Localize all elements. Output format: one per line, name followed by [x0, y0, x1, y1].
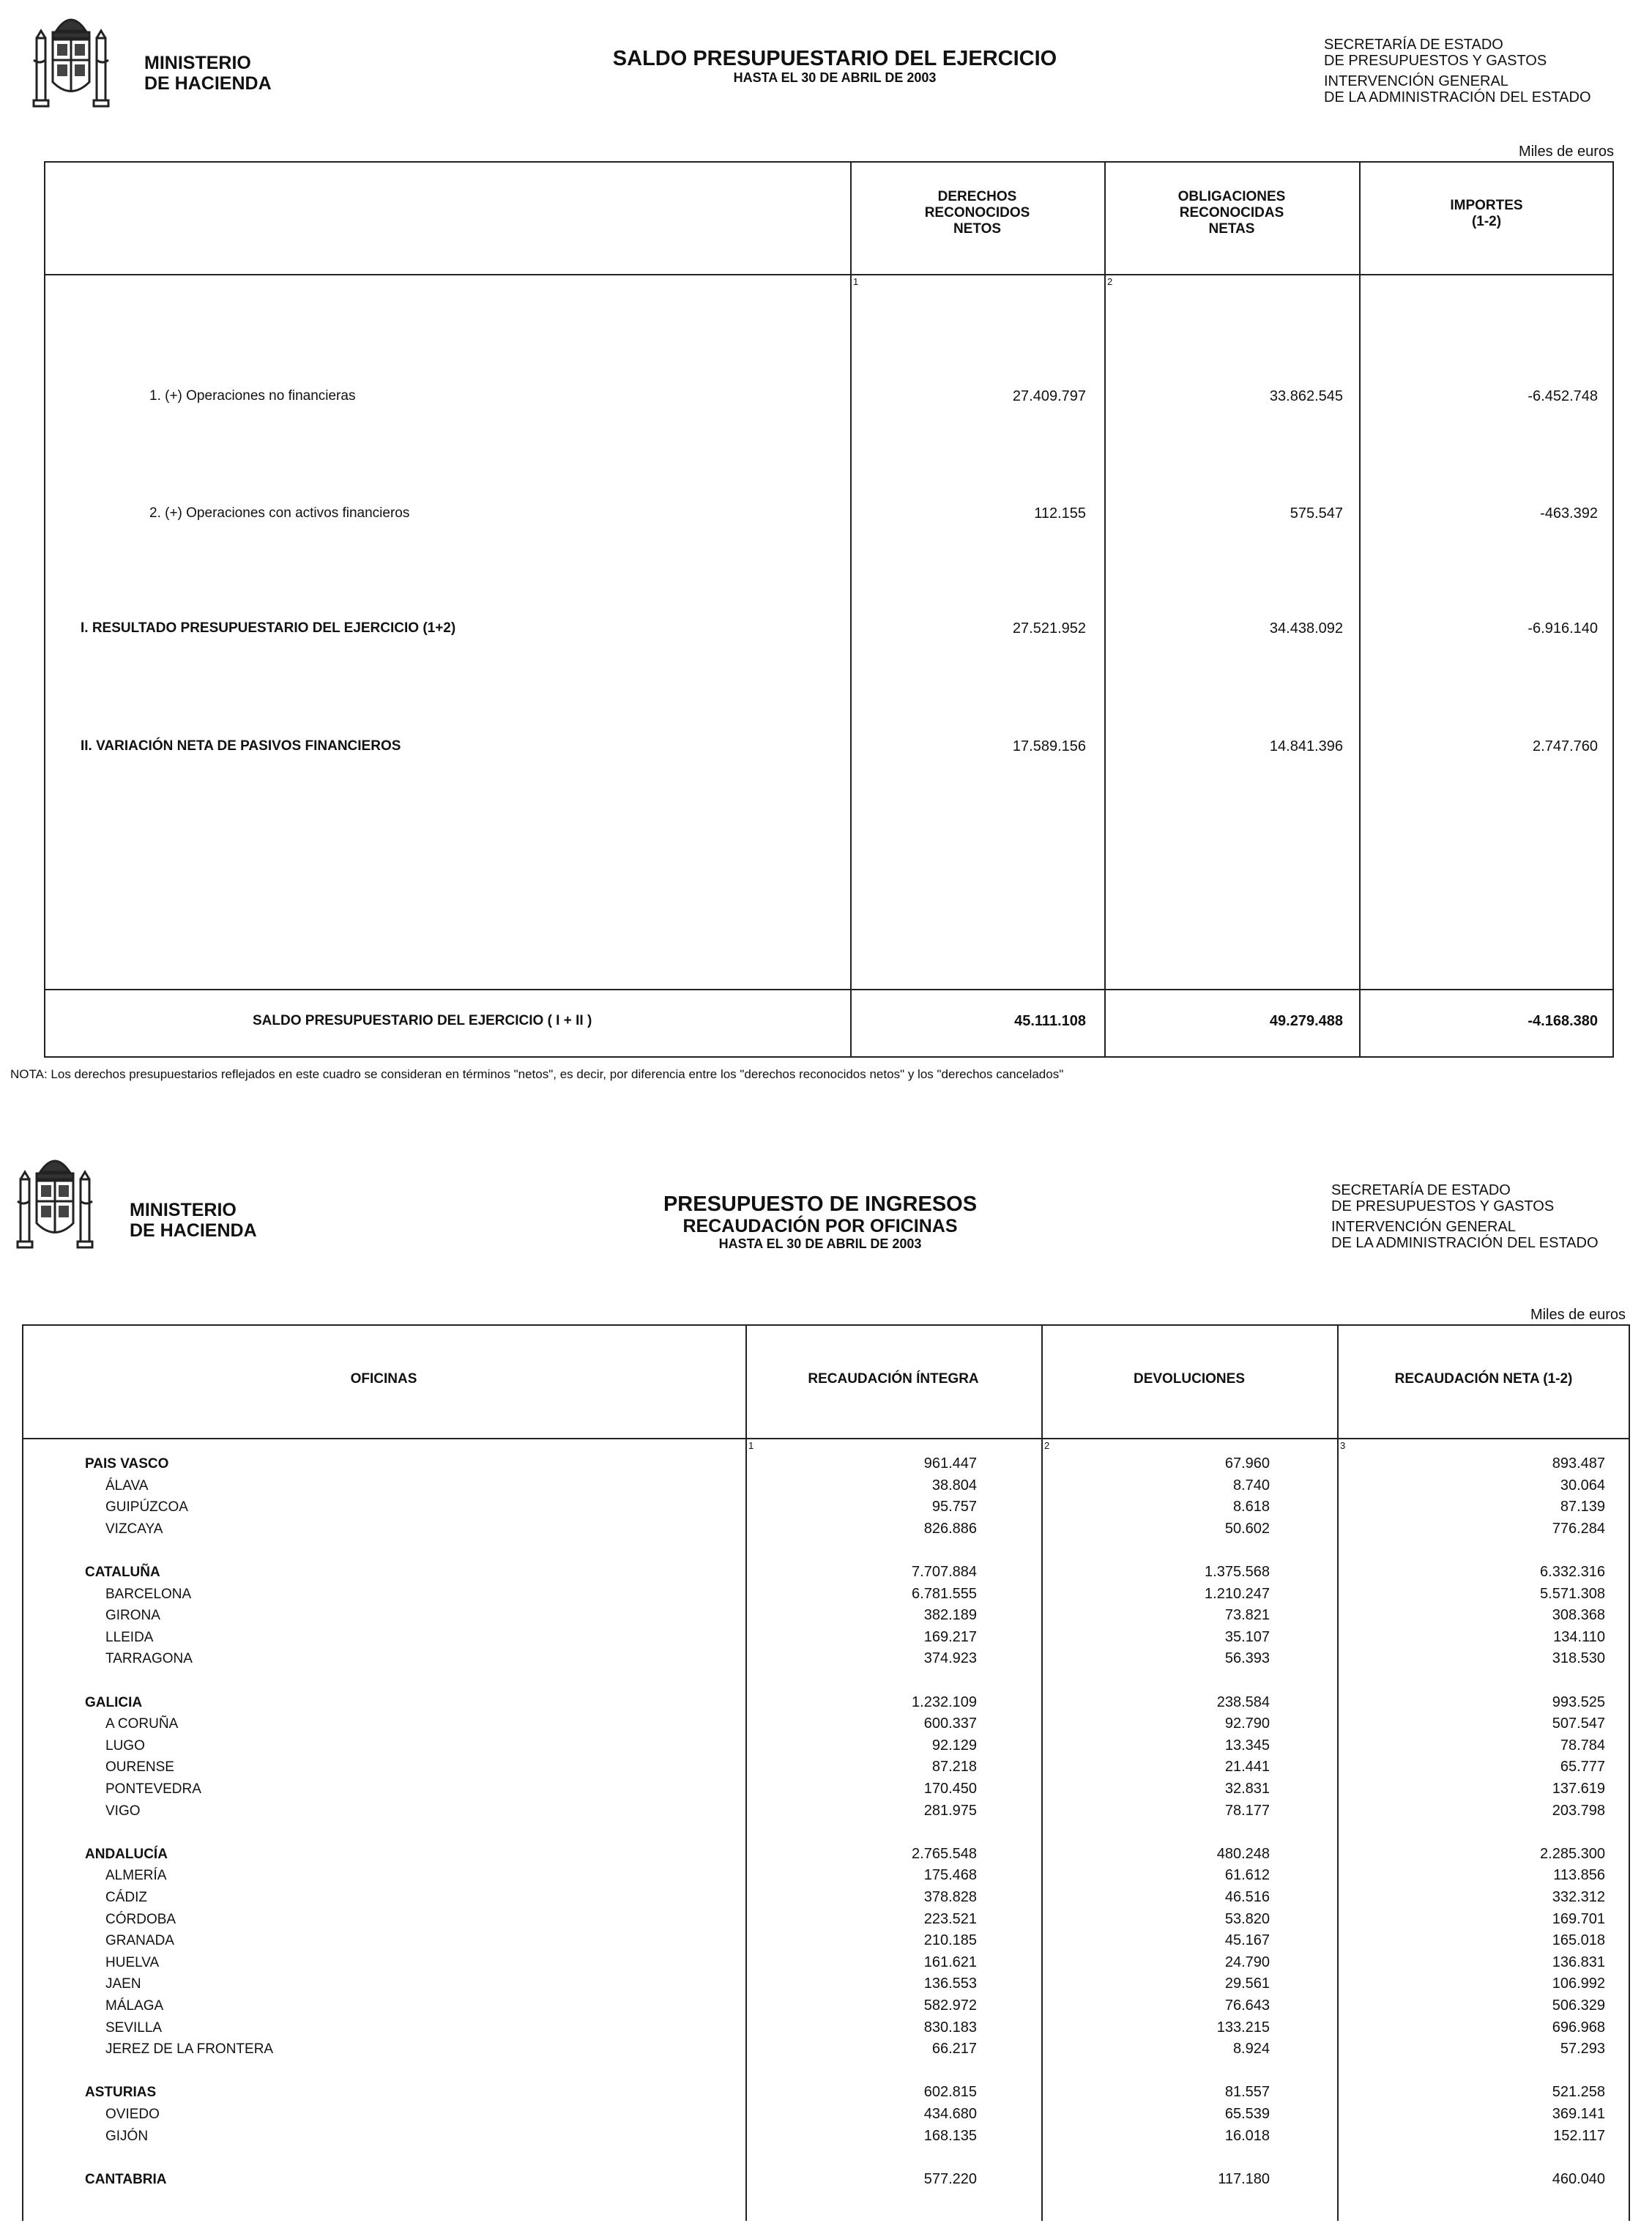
gross-value: 2.765.548	[912, 1846, 977, 1862]
net-value: 2.285.300	[1540, 1846, 1605, 1862]
office-label: GUIPÚZCOA	[105, 1499, 188, 1515]
net-value: 993.525	[1552, 1694, 1605, 1710]
net-value: 203.798	[1552, 1803, 1605, 1819]
gross-value: 434.680	[923, 2106, 977, 2122]
refund-value: 81.557	[1224, 2084, 1270, 2100]
refund-value: 117.180	[1218, 2171, 1270, 2187]
gross-value: 378.828	[923, 1889, 977, 1905]
office-label: GRANADA	[105, 1933, 174, 1948]
office-label: OURENSE	[105, 1759, 174, 1775]
office-label: VIGO	[105, 1803, 141, 1819]
net-value: 165.018	[1552, 1932, 1605, 1948]
gross-value: 961.447	[923, 1455, 977, 1472]
net-value: 113.856	[1553, 1867, 1605, 1883]
office-label: GIRONA	[105, 1608, 160, 1623]
agency-block-2: SECRETARÍA DE ESTADO DE PRESUPUESTOS Y GASTOS INTERVENCIÓN GENERAL DE LA ADMINISTRACIÓN DEL ESTADO	[1331, 1182, 1599, 1251]
net-value: 460.040	[1552, 2171, 1605, 2187]
net-value: 507.547	[1552, 1715, 1605, 1732]
net-value: 521.258	[1552, 2084, 1605, 2100]
gross-value: 95.757	[931, 1499, 977, 1515]
refund-value: 24.790	[1224, 1954, 1270, 1970]
column-header-net: RECAUDACIÓN NETA (1-2)	[1394, 1371, 1573, 1387]
gross-value: 170.450	[923, 1781, 977, 1797]
crest-logo-2	[15, 1150, 95, 1254]
refund-value: 53.820	[1224, 1911, 1270, 1927]
ministry-label-1: MINISTERIO DE HACIENDA	[144, 53, 272, 94]
office-label: PONTEVEDRA	[105, 1781, 201, 1797]
net-value: 136.831	[1552, 1954, 1605, 1970]
office-label: LLEIDA	[105, 1630, 154, 1645]
net-value: 5.571.308	[1540, 1586, 1605, 1602]
crest-logo-1	[31, 9, 111, 113]
net-value: 776.284	[1552, 1521, 1605, 1537]
net-value: 893.487	[1552, 1455, 1605, 1472]
col-number-3: 3	[1340, 1440, 1346, 1451]
office-label: TARRAGONA	[105, 1651, 193, 1666]
gross-value: 382.189	[923, 1607, 977, 1623]
office-label: CÁDIZ	[105, 1890, 147, 1905]
column-header-rights: DERECHOS RECONOCIDOS NETOS	[924, 189, 1030, 237]
gross-value: 92.129	[931, 1737, 977, 1754]
office-label: VIZCAYA	[105, 1521, 163, 1537]
gross-value: 136.553	[923, 1975, 977, 1992]
refund-value: 65.539	[1224, 2106, 1270, 2122]
office-label: ASTURIAS	[85, 2085, 157, 2100]
gross-value: 281.975	[923, 1803, 977, 1819]
net-value: 137.619	[1552, 1781, 1605, 1797]
agency-block-1: SECRETARÍA DE ESTADO DE PRESUPUESTOS Y GASTOS INTERVENCIÓN GENERAL DE LA ADMINISTRACIÓN DEL ESTADO	[1324, 37, 1591, 105]
net-value: 65.777	[1560, 1759, 1605, 1775]
refund-value: 46.516	[1224, 1889, 1270, 1905]
net-value: 106.992	[1552, 1975, 1605, 1992]
net-value: 506.329	[1552, 1997, 1605, 2014]
net-value: 152.117	[1553, 2128, 1605, 2144]
office-label: ANDALUCÍA	[85, 1847, 168, 1862]
col-number-1: 1	[853, 276, 859, 287]
col-number-2: 2	[1044, 1440, 1050, 1451]
office-label: CANTABRIA	[85, 2172, 167, 2187]
gross-value: 577.220	[923, 2171, 977, 2187]
column-header-offices: OFICINAS	[350, 1371, 417, 1387]
gross-value: 1.232.109	[912, 1694, 977, 1710]
refund-value: 92.790	[1224, 1715, 1270, 1732]
gross-value: 87.218	[931, 1759, 977, 1775]
refund-value: 76.643	[1224, 1997, 1270, 2014]
refund-value: 56.393	[1224, 1650, 1270, 1666]
gross-value: 169.217	[923, 1629, 977, 1645]
net-value: 57.293	[1560, 2041, 1605, 2057]
office-label: SEVILLA	[105, 2020, 163, 2036]
refund-value: 78.177	[1224, 1803, 1270, 1819]
col-number-1: 1	[748, 1440, 754, 1451]
net-value: 78.784	[1560, 1737, 1605, 1754]
gross-value: 161.621	[923, 1954, 977, 1970]
refund-value: 133.215	[1216, 2019, 1270, 2036]
office-label: OVIEDO	[105, 2107, 160, 2122]
units-label-2: Miles de euros	[1530, 1307, 1626, 1323]
gross-value: 168.135	[923, 2128, 977, 2144]
gross-value: 210.185	[923, 1932, 977, 1948]
refund-value: 1.210.247	[1205, 1586, 1270, 1602]
office-label: JEREZ DE LA FRONTERA	[105, 2041, 274, 2057]
gross-value: 602.815	[923, 2084, 977, 2100]
column-header-obligations: OBLIGACIONES RECONOCIDAS NETAS	[1177, 189, 1286, 237]
office-label: GIJÓN	[105, 2129, 149, 2144]
office-label: CÓRDOBA	[105, 1912, 176, 1927]
refund-value: 61.612	[1224, 1867, 1270, 1883]
refund-value: 8.924	[1232, 2041, 1270, 2057]
column-header-amounts: IMPORTES (1-2)	[1450, 198, 1523, 229]
office-label: BARCELONA	[105, 1587, 192, 1602]
office-label: GALICIA	[85, 1695, 143, 1710]
refund-value: 8.740	[1232, 1477, 1270, 1494]
gross-value: 7.707.884	[912, 1564, 977, 1580]
refund-value: 35.107	[1224, 1629, 1270, 1645]
net-value: 696.968	[1552, 2019, 1605, 2036]
gross-value: 6.781.555	[912, 1586, 977, 1602]
net-value: 318.530	[1552, 1650, 1605, 1666]
net-value: 87.139	[1560, 1499, 1605, 1515]
refund-value: 480.248	[1216, 1846, 1270, 1862]
doc-title-2: PRESUPUESTO DE INGRESOS RECAUDACIÓN POR OFICINAS HASTA EL 30 DE ABRIL DE 2003	[663, 1192, 978, 1251]
doc-title-1: SALDO PRESUPUESTARIO DEL EJERCICIO HASTA EL 30 DE ABRIL DE 2003	[612, 47, 1057, 85]
gross-value: 830.183	[923, 2019, 977, 2036]
office-label: LUGO	[105, 1738, 145, 1754]
column-header-gross: RECAUDACIÓN ÍNTEGRA	[808, 1371, 979, 1387]
net-value: 169.701	[1552, 1911, 1605, 1927]
office-label: JAEN	[105, 1976, 141, 1992]
units-label-1: Miles de euros	[1518, 144, 1614, 160]
office-label: ÁLAVA	[105, 1478, 149, 1494]
refund-value: 67.960	[1224, 1455, 1270, 1472]
office-label: HUELVA	[105, 1955, 160, 1970]
gross-value: 582.972	[923, 1997, 977, 2014]
net-value: 30.064	[1560, 1477, 1605, 1494]
net-value: 332.312	[1552, 1889, 1605, 1905]
gross-value: 826.886	[923, 1521, 977, 1537]
gross-value: 175.468	[923, 1867, 977, 1883]
ministry-label-2: MINISTERIO DE HACIENDA	[130, 1200, 257, 1241]
refund-value: 238.584	[1216, 1694, 1270, 1710]
net-value: 308.368	[1552, 1607, 1605, 1623]
office-label: PAIS VASCO	[85, 1456, 169, 1472]
office-label: CATALUÑA	[85, 1565, 160, 1580]
refund-value: 21.441	[1224, 1759, 1270, 1775]
gross-value: 38.804	[931, 1477, 977, 1494]
refund-value: 13.345	[1224, 1737, 1270, 1754]
column-header-refunds: DEVOLUCIONES	[1133, 1371, 1246, 1387]
refund-value: 8.618	[1232, 1499, 1270, 1515]
gross-value: 223.521	[923, 1911, 977, 1927]
net-value: 6.332.316	[1540, 1564, 1605, 1580]
net-value: 134.110	[1553, 1629, 1605, 1645]
office-label: MÁLAGA	[105, 1998, 164, 2014]
office-label: A CORUÑA	[105, 1716, 179, 1732]
gross-value: 374.923	[923, 1650, 977, 1666]
refund-value: 16.018	[1224, 2128, 1270, 2144]
gross-value: 600.337	[923, 1715, 977, 1732]
net-value: 369.141	[1552, 2106, 1605, 2122]
refund-value: 29.561	[1224, 1975, 1270, 1992]
refund-value: 32.831	[1224, 1781, 1270, 1797]
office-label: ALMERÍA	[105, 1868, 167, 1883]
col-number-2: 2	[1107, 276, 1113, 287]
footnote: NOTA: Los derechos presupuestarios reflejados en este cuadro se consideran en términos "netos", es decir, por diferencia entre los "derechos reconocidos netos" y los "derechos cancelados"	[10, 1067, 1064, 1081]
gross-value: 66.217	[931, 2041, 977, 2057]
refund-value: 73.821	[1224, 1607, 1270, 1623]
refund-value: 45.167	[1224, 1932, 1270, 1948]
refund-value: 1.375.568	[1205, 1564, 1270, 1580]
refund-value: 50.602	[1224, 1521, 1270, 1537]
